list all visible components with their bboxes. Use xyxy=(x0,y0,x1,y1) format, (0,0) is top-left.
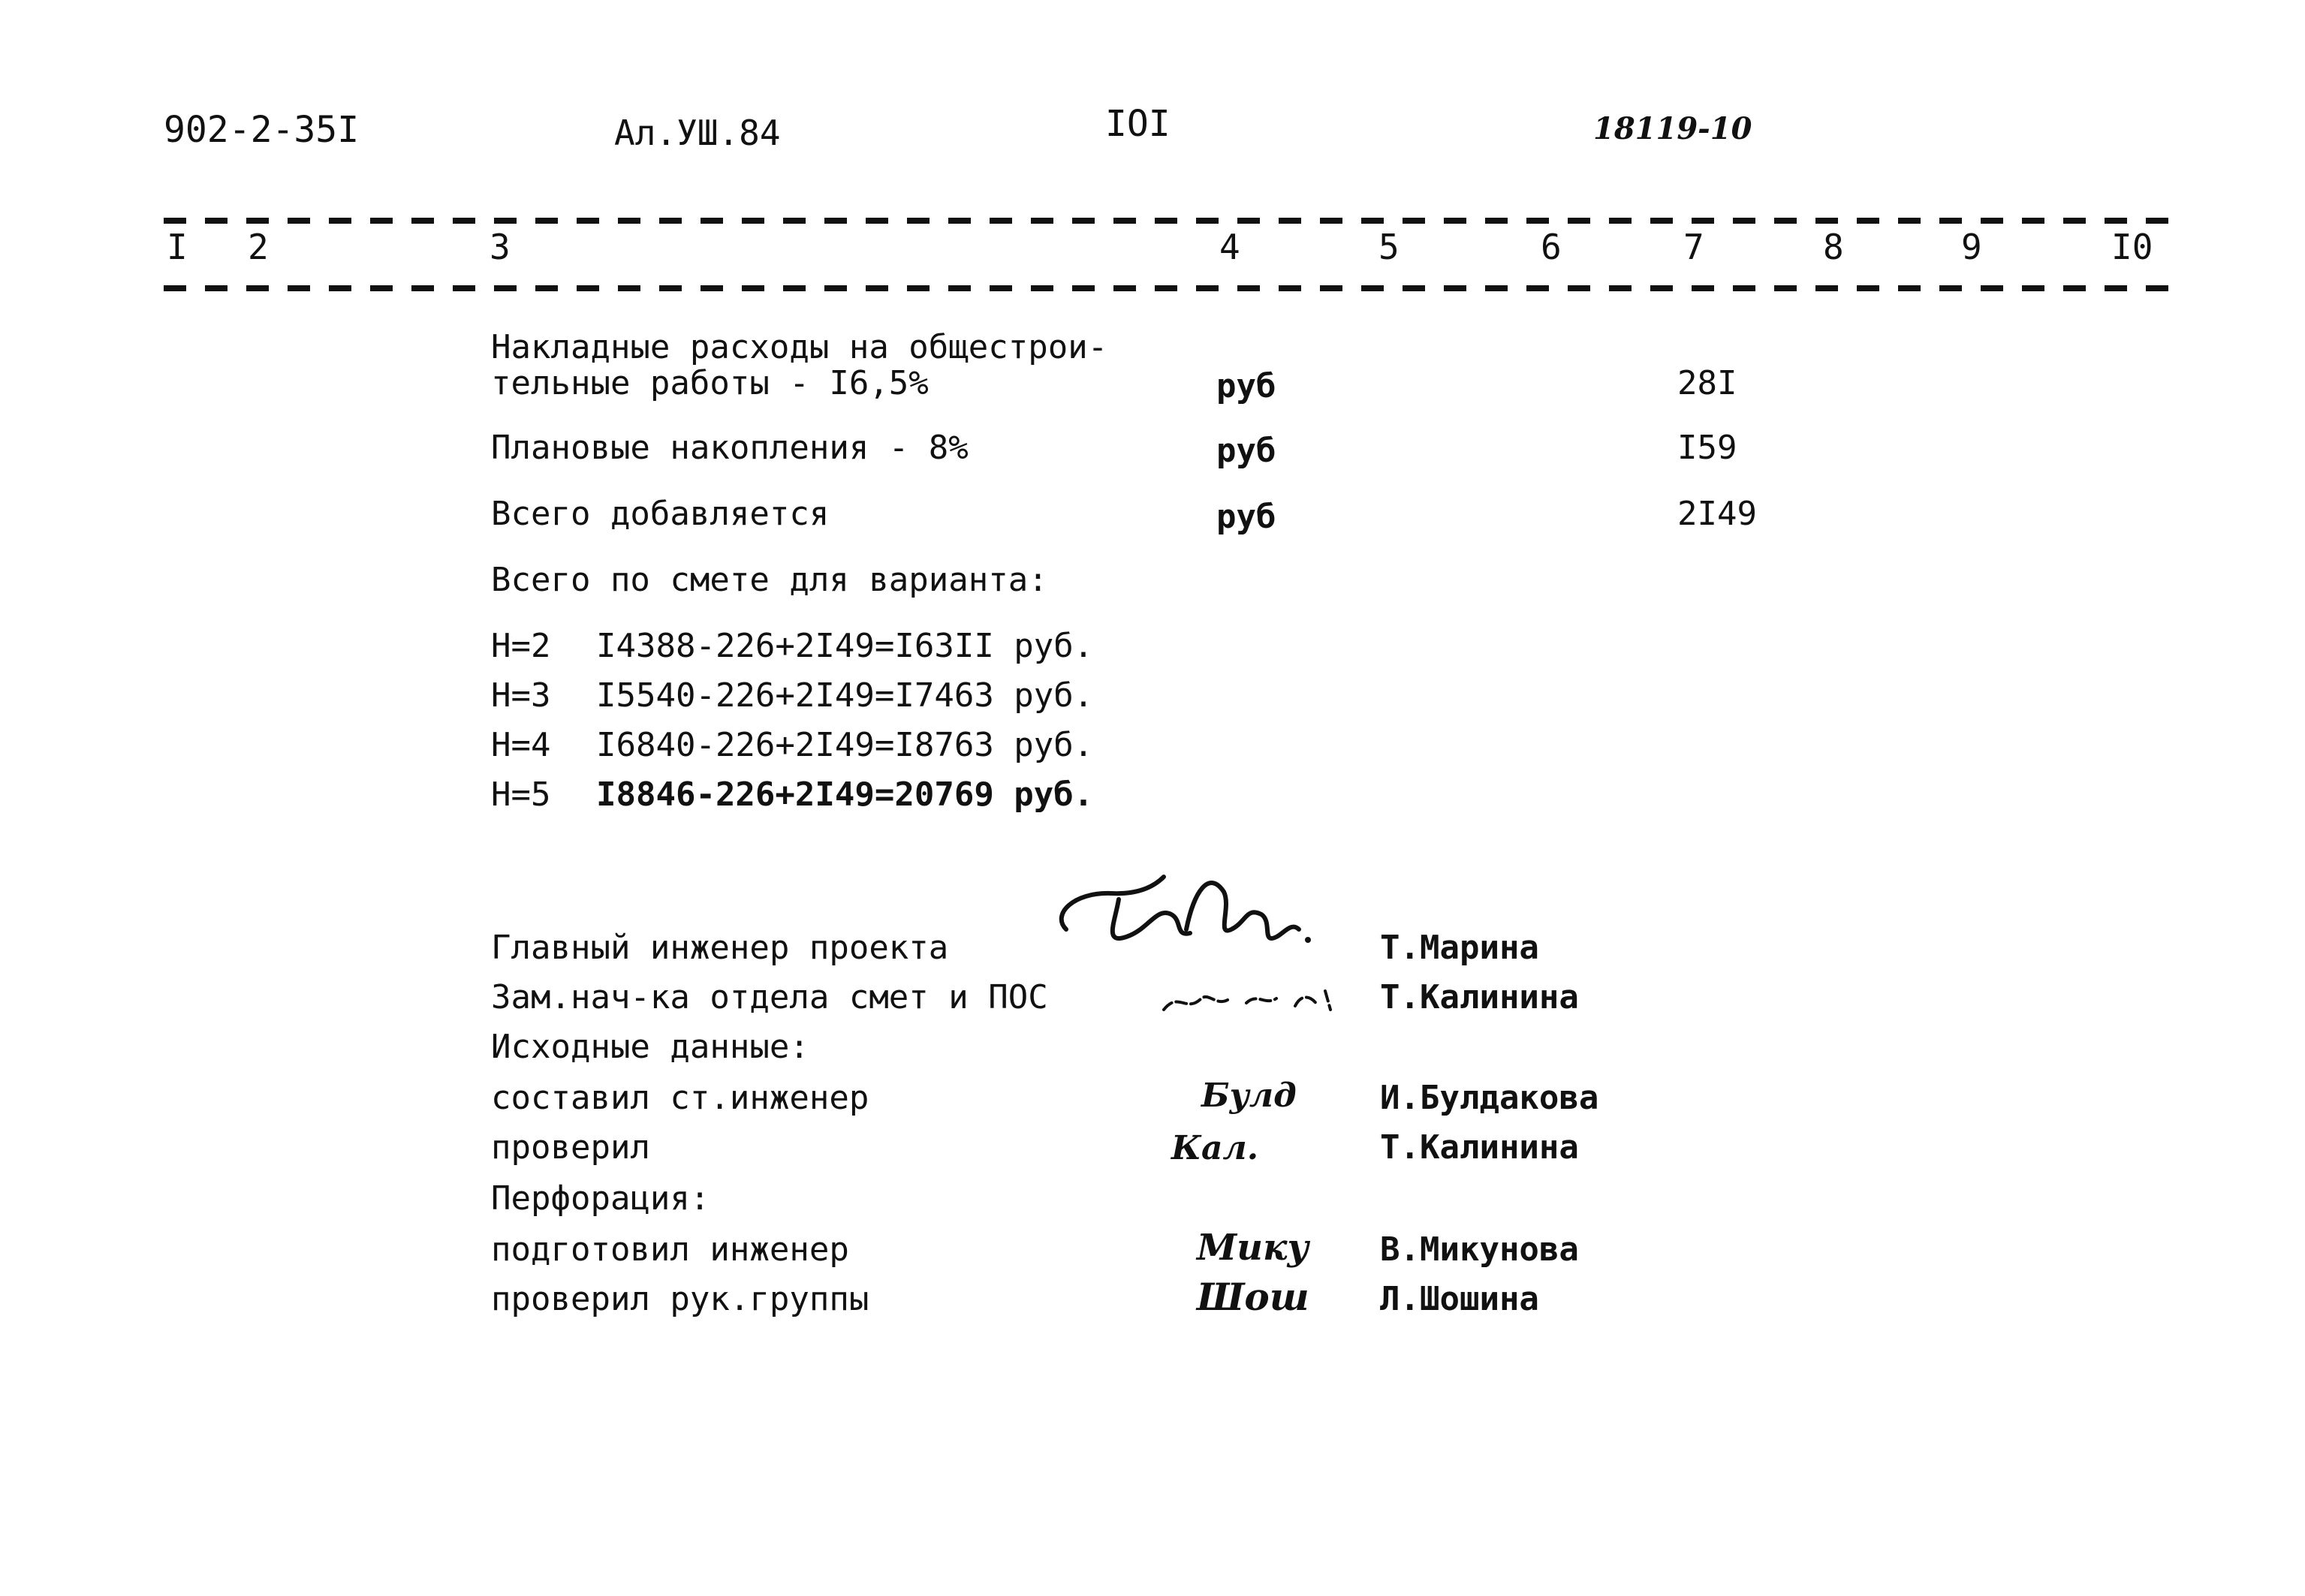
overhead-unit: руб xyxy=(1216,367,1276,405)
variants-title: Всего по смете для варианта: xyxy=(491,561,1048,599)
planned-accumulation-value: I59 xyxy=(1677,429,1737,467)
deputy-head-signature xyxy=(1156,976,1344,1021)
checked-signature: Кал. xyxy=(1171,1129,1259,1167)
column-header-bottom-rule xyxy=(164,285,2185,291)
column-number-1: I xyxy=(167,227,188,267)
column-number-9: 9 xyxy=(1961,227,1982,267)
planned-accumulation-unit: руб xyxy=(1216,432,1276,470)
total-added-label: Всего добавляется xyxy=(491,495,830,533)
inventory-number: 18119-10 xyxy=(1593,111,1752,146)
variant-h2-label: Н=2 xyxy=(491,627,551,665)
column-number-4: 4 xyxy=(1219,227,1240,267)
variant-h3-formula: I5540-226+2I49=I7463 руб. xyxy=(596,676,1094,715)
deputy-head-role: Зам.нач-ка отдела смет и ПОС xyxy=(491,978,1048,1016)
source-data-title: Исходные данные: xyxy=(491,1028,809,1066)
project-code: 902-2-35I xyxy=(164,109,360,151)
album-code: Ал.УШ.84 xyxy=(614,113,781,153)
column-number-3: 3 xyxy=(490,227,511,267)
total-added-unit: руб xyxy=(1216,498,1276,536)
total-added-value: 2I49 xyxy=(1677,495,1757,533)
column-number-8: 8 xyxy=(1823,227,1844,267)
deputy-head-name: Т.Калинина xyxy=(1380,978,1579,1016)
checked-role: проверил xyxy=(491,1128,650,1167)
overhead-label-line1: Накладные расходы на общестрои- xyxy=(491,328,1108,366)
column-number-7: 7 xyxy=(1683,227,1704,267)
variant-h4-label: Н=4 xyxy=(491,726,551,764)
variant-h3-label: Н=3 xyxy=(491,676,551,715)
variant-h4-formula: I6840-226+2I49=I8763 руб. xyxy=(596,726,1094,764)
planned-accumulation-label: Плановые накопления - 8% xyxy=(491,429,969,467)
perforation-title: Перфорация: xyxy=(491,1179,710,1218)
prepared-role: подготовил инженер xyxy=(491,1230,849,1269)
overhead-label-line2: тельные работы - I6,5% xyxy=(491,364,929,402)
checked-name: Т.Калинина xyxy=(1380,1128,1579,1167)
column-number-6: 6 xyxy=(1541,227,1562,267)
checked-group-name: Л.Шошина xyxy=(1380,1280,1539,1318)
prepared-signature: Мику xyxy=(1197,1227,1309,1269)
chief-engineer-name: Т.Марина xyxy=(1380,929,1539,967)
overhead-value: 28I xyxy=(1677,364,1737,402)
prepared-name: В.Микунова xyxy=(1380,1230,1579,1269)
column-number-10: I0 xyxy=(2111,227,2153,267)
compiled-signature: Булд xyxy=(1201,1077,1297,1115)
column-number-2: 2 xyxy=(248,227,269,267)
column-header-top-rule xyxy=(164,218,2185,224)
page-number: IOI xyxy=(1105,103,1171,145)
compiled-name: И.Булдакова xyxy=(1380,1079,1599,1117)
chief-engineer-role: Главный инженер проекта xyxy=(491,929,949,967)
compiled-role: составил ст.инженер xyxy=(491,1079,869,1117)
variant-h2-formula: I4388-226+2I49=I63II руб. xyxy=(596,627,1094,665)
checked-group-role: проверил рук.группы xyxy=(491,1280,869,1318)
variant-h5-label: Н=5 xyxy=(491,775,551,814)
checked-group-signature: Шош xyxy=(1197,1275,1309,1319)
variant-h5-formula: I8846-226+2I49=20769 руб. xyxy=(596,775,1094,814)
column-number-5: 5 xyxy=(1378,227,1400,267)
